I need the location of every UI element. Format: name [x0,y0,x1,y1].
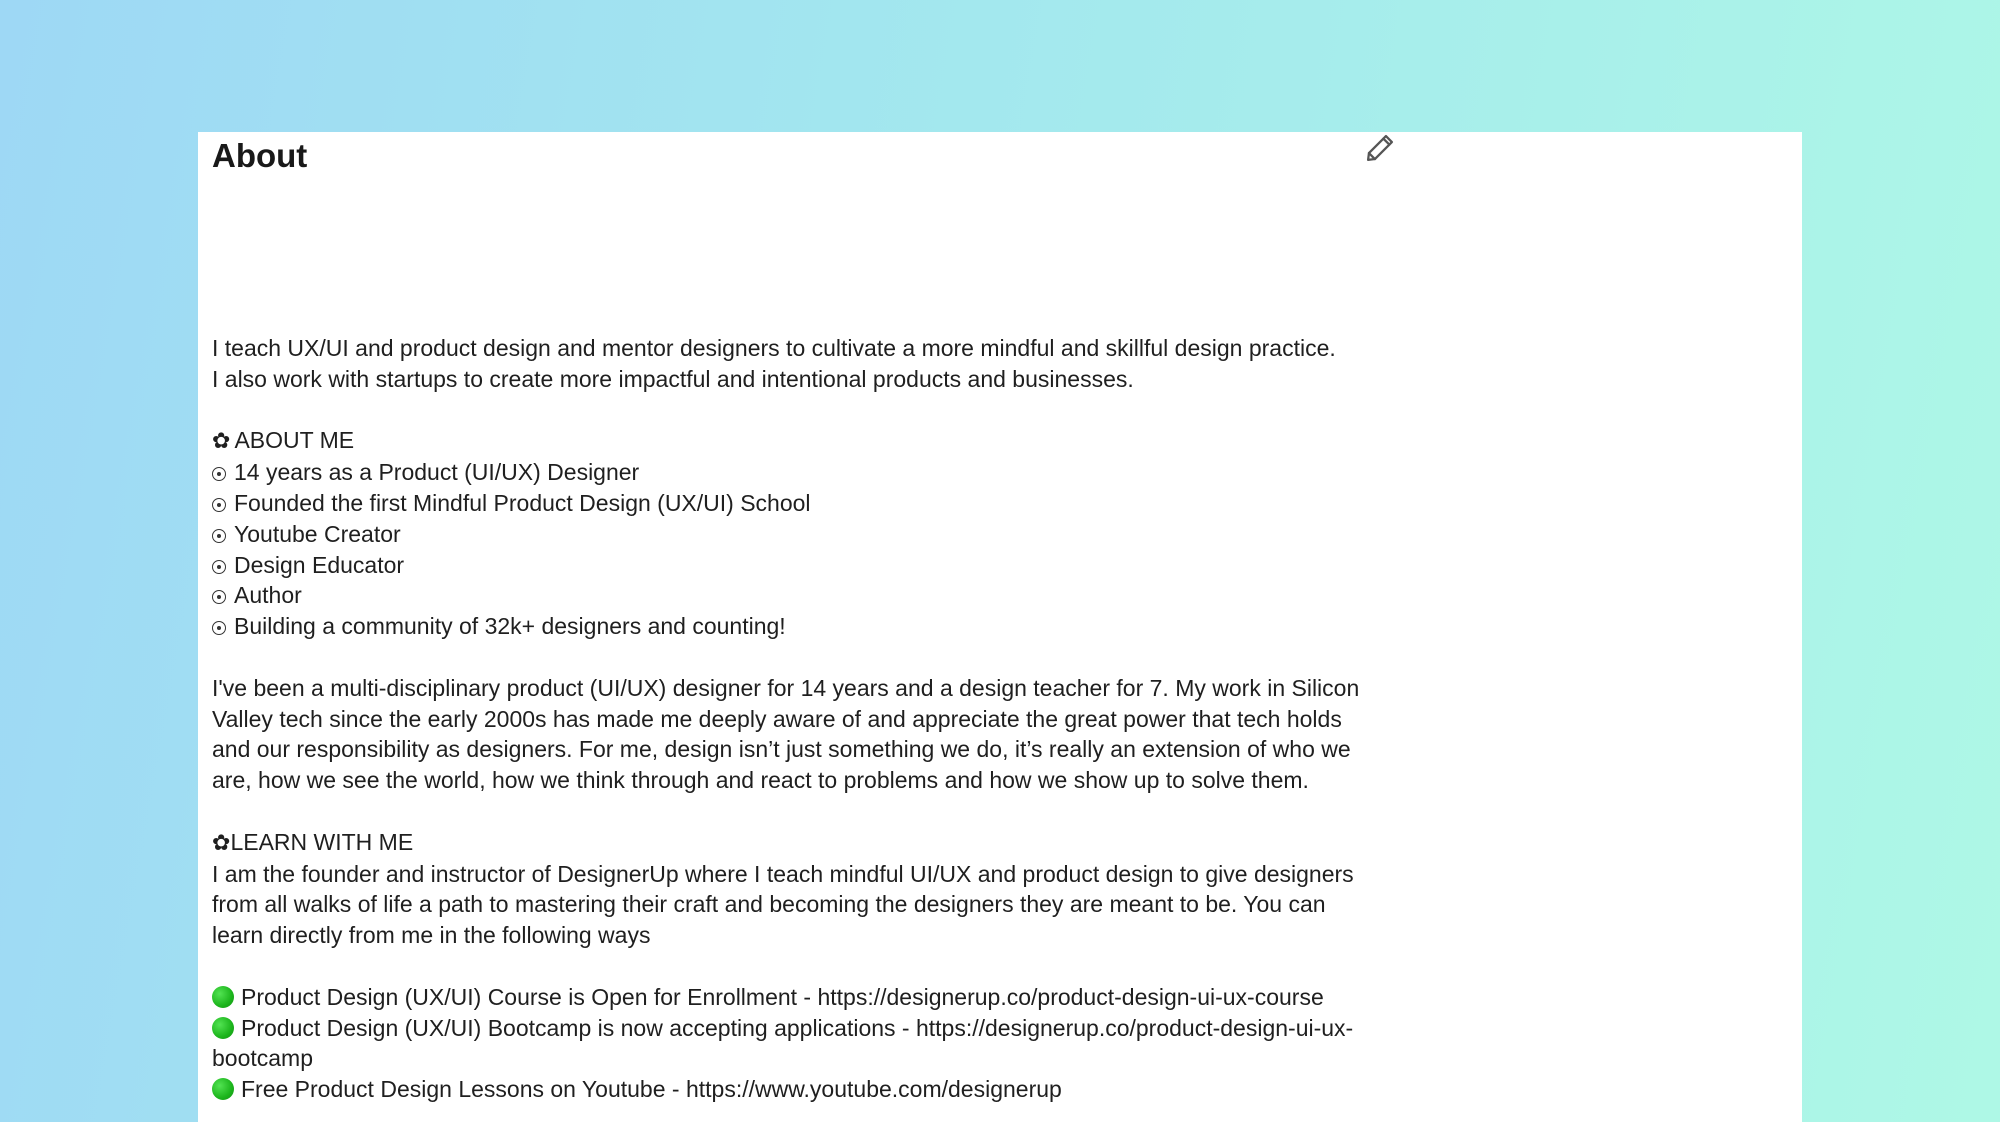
about-me-heading-text: ABOUT ME [234,427,355,454]
list-item [212,457,1412,488]
about-me-heading [212,425,1412,457]
learn-heading-text: LEARN WITH ME [230,828,414,855]
circle-dot-icon [212,529,226,543]
bio-line: I've been a multi-disciplinary product (UI/UX) designer for 14 years and a design teacher for 7. My work in Silicon [212,674,1360,701]
circle-dot-icon [212,590,226,604]
about-header [212,126,1400,186]
intro-line: I also work with startups to create more impactful and intentional products and businesses. [212,365,1134,392]
circle-dot-icon [212,498,226,512]
list-item-text: Design Educator [234,551,405,578]
learn-line: learn directly from me in the following ways [212,922,651,949]
list-item-text: Founded the first Mindful Product Design (UX/UI) School [234,489,811,516]
list-item [212,580,1412,611]
circle-dot-icon [212,560,226,574]
list-item-text: Building a community of 32k+ designers and counting! [234,613,786,640]
intro-line: I teach UX/UI and product design and mentor designers to cultivate a more mindful and skillful design practice. [212,335,1336,361]
circle-dot-icon [212,467,226,481]
offering-text: Product Design (UX/UI) Bootcamp is now accepting applications - https://designerup.co/product-design-ui-ux-bootcamp [212,1014,1354,1072]
list-item-text: Author [234,582,302,609]
about-content [212,333,1412,1105]
list-item [212,550,1412,581]
green-circle-icon [212,1078,234,1100]
list-item-text: Youtube Creator [234,520,401,547]
list-item [212,611,1412,642]
pencil-icon [1363,131,1397,170]
flower-icon: ✿ [212,428,231,454]
offering-text: Free Product Design Lessons on Youtube - https://www.youtube.com/designerup [241,1076,1062,1103]
offering-item [212,1074,1412,1105]
list-item [212,519,1412,550]
learn-line: I am the founder and instructor of DesignerUp where I teach mindful UI/UX and product design to give designers [212,860,1354,887]
offering-item [212,1013,1402,1075]
list-item-text: 14 years as a Product (UI/UX) Designer [234,459,640,486]
list-item [212,488,1412,519]
offering-text: Product Design (UX/UI) Course is Open for Enrollment - https://designerup.co/product-design-ui-ux-course [241,983,1324,1010]
offering-item [212,982,1412,1013]
bio-line: are, how we see the world, how we think through and react to problems and how we show up to solve them. [212,767,1309,794]
edit-button[interactable] [1360,130,1400,170]
bio-line: and our responsibility as designers. For me, design isn’t just something we do, it’s really an extension of who we [212,736,1351,763]
section-title: About [212,137,308,174]
learn-line: from all walks of life a path to mastering their craft and becoming the designers they are meant to be. You can [212,891,1326,918]
circle-dot-icon [212,621,226,635]
bio-line: Valley tech since the early 2000s has made me deeply aware of and appreciate the great power that tech holds [212,705,1342,732]
learn-heading [212,827,1412,859]
green-circle-icon [212,986,234,1008]
green-circle-icon [212,1017,234,1039]
flower-icon: ✿ [212,829,231,855]
